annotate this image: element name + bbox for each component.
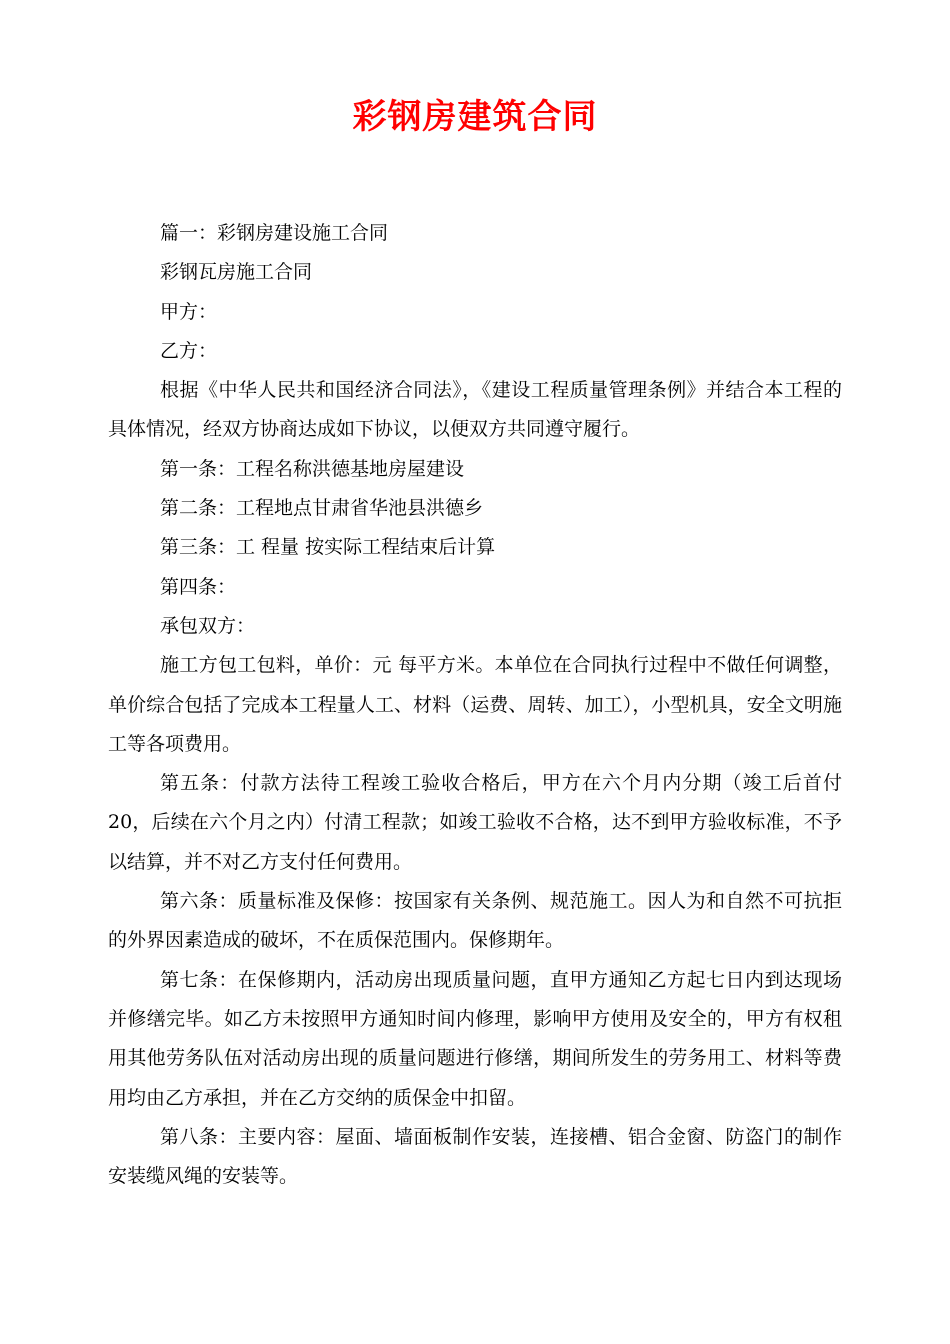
paragraph-article-8: 第八条：主要内容：屋面、墙面板制作安装，连接槽、铝合金窗、防盗门的制作安装缆风绳的安装等。 [108, 1125, 842, 1188]
paragraph-contract-name: 彩钢瓦房施工合同 [160, 261, 313, 284]
paragraph-party-a: 甲方： [160, 300, 218, 323]
paragraph-article-1: 第一条：工程名称洪德基地房屋建设 [160, 457, 465, 480]
document-title: 彩钢房建筑合同 [352, 97, 598, 137]
document-body [108, 214, 842, 1196]
paragraph-article-4: 第四条： [160, 575, 237, 598]
paragraph-article-7: 第七条：在保修期内，活动房出现质量问题，直甲方通知乙方起七日内到达现场并修缮完毕。如乙方未按照甲方通知时间内修理，影响甲方使用及安全的，甲方有权租用其他劳务队伍对活动房出现的质量问题进行修缮，期间所发生的劳务用工、材料等费用均由乙方承担，并在乙方交纳的质保金中扣留。 [108, 968, 842, 1109]
paragraph-party-b: 乙方： [160, 339, 218, 362]
paragraph-section-heading: 篇一：彩钢房建设施工合同 [160, 222, 389, 244]
paragraph-contracting-parties: 承包双方： [160, 614, 256, 637]
paragraph-article-6: 第六条：质量标准及保修：按国家有关条例、规范施工。因人为和自然不可抗拒的外界因素造成的破坏，不在质保范围内。保修期年。 [108, 890, 842, 952]
paragraph-preamble: 根据《中华人民共和国经济合同法》，《建设工程质量管理条例》并结合本工程的具体情况，经双方协商达成如下协议，以便双方共同遵守履行。 [108, 379, 842, 441]
paragraph-article-5: 第五条：付款方法待工程竣工验收合格后，甲方在六个月内分期（竣工后首付20，后续在六个月之内）付清工程款；如竣工验收不合格，达不到甲方验收标准，不予以结算，并不对乙方支付任何费用。 [108, 772, 842, 873]
paragraph-article-2: 第二条：工程地点甘肃省华池县洪德乡 [160, 497, 484, 520]
paragraph-pricing: 施工方包工包料，单价：元 每平方米。本单位在合同执行过程中不做任何调整，单价综合包括了完成本工程量人工、材料（运费、周转、加工），小型机具，安全文明施工等各项费用。 [108, 654, 842, 755]
paragraph-article-3: 第三条：工 程量 按实际工程结束后计算 [160, 536, 496, 559]
